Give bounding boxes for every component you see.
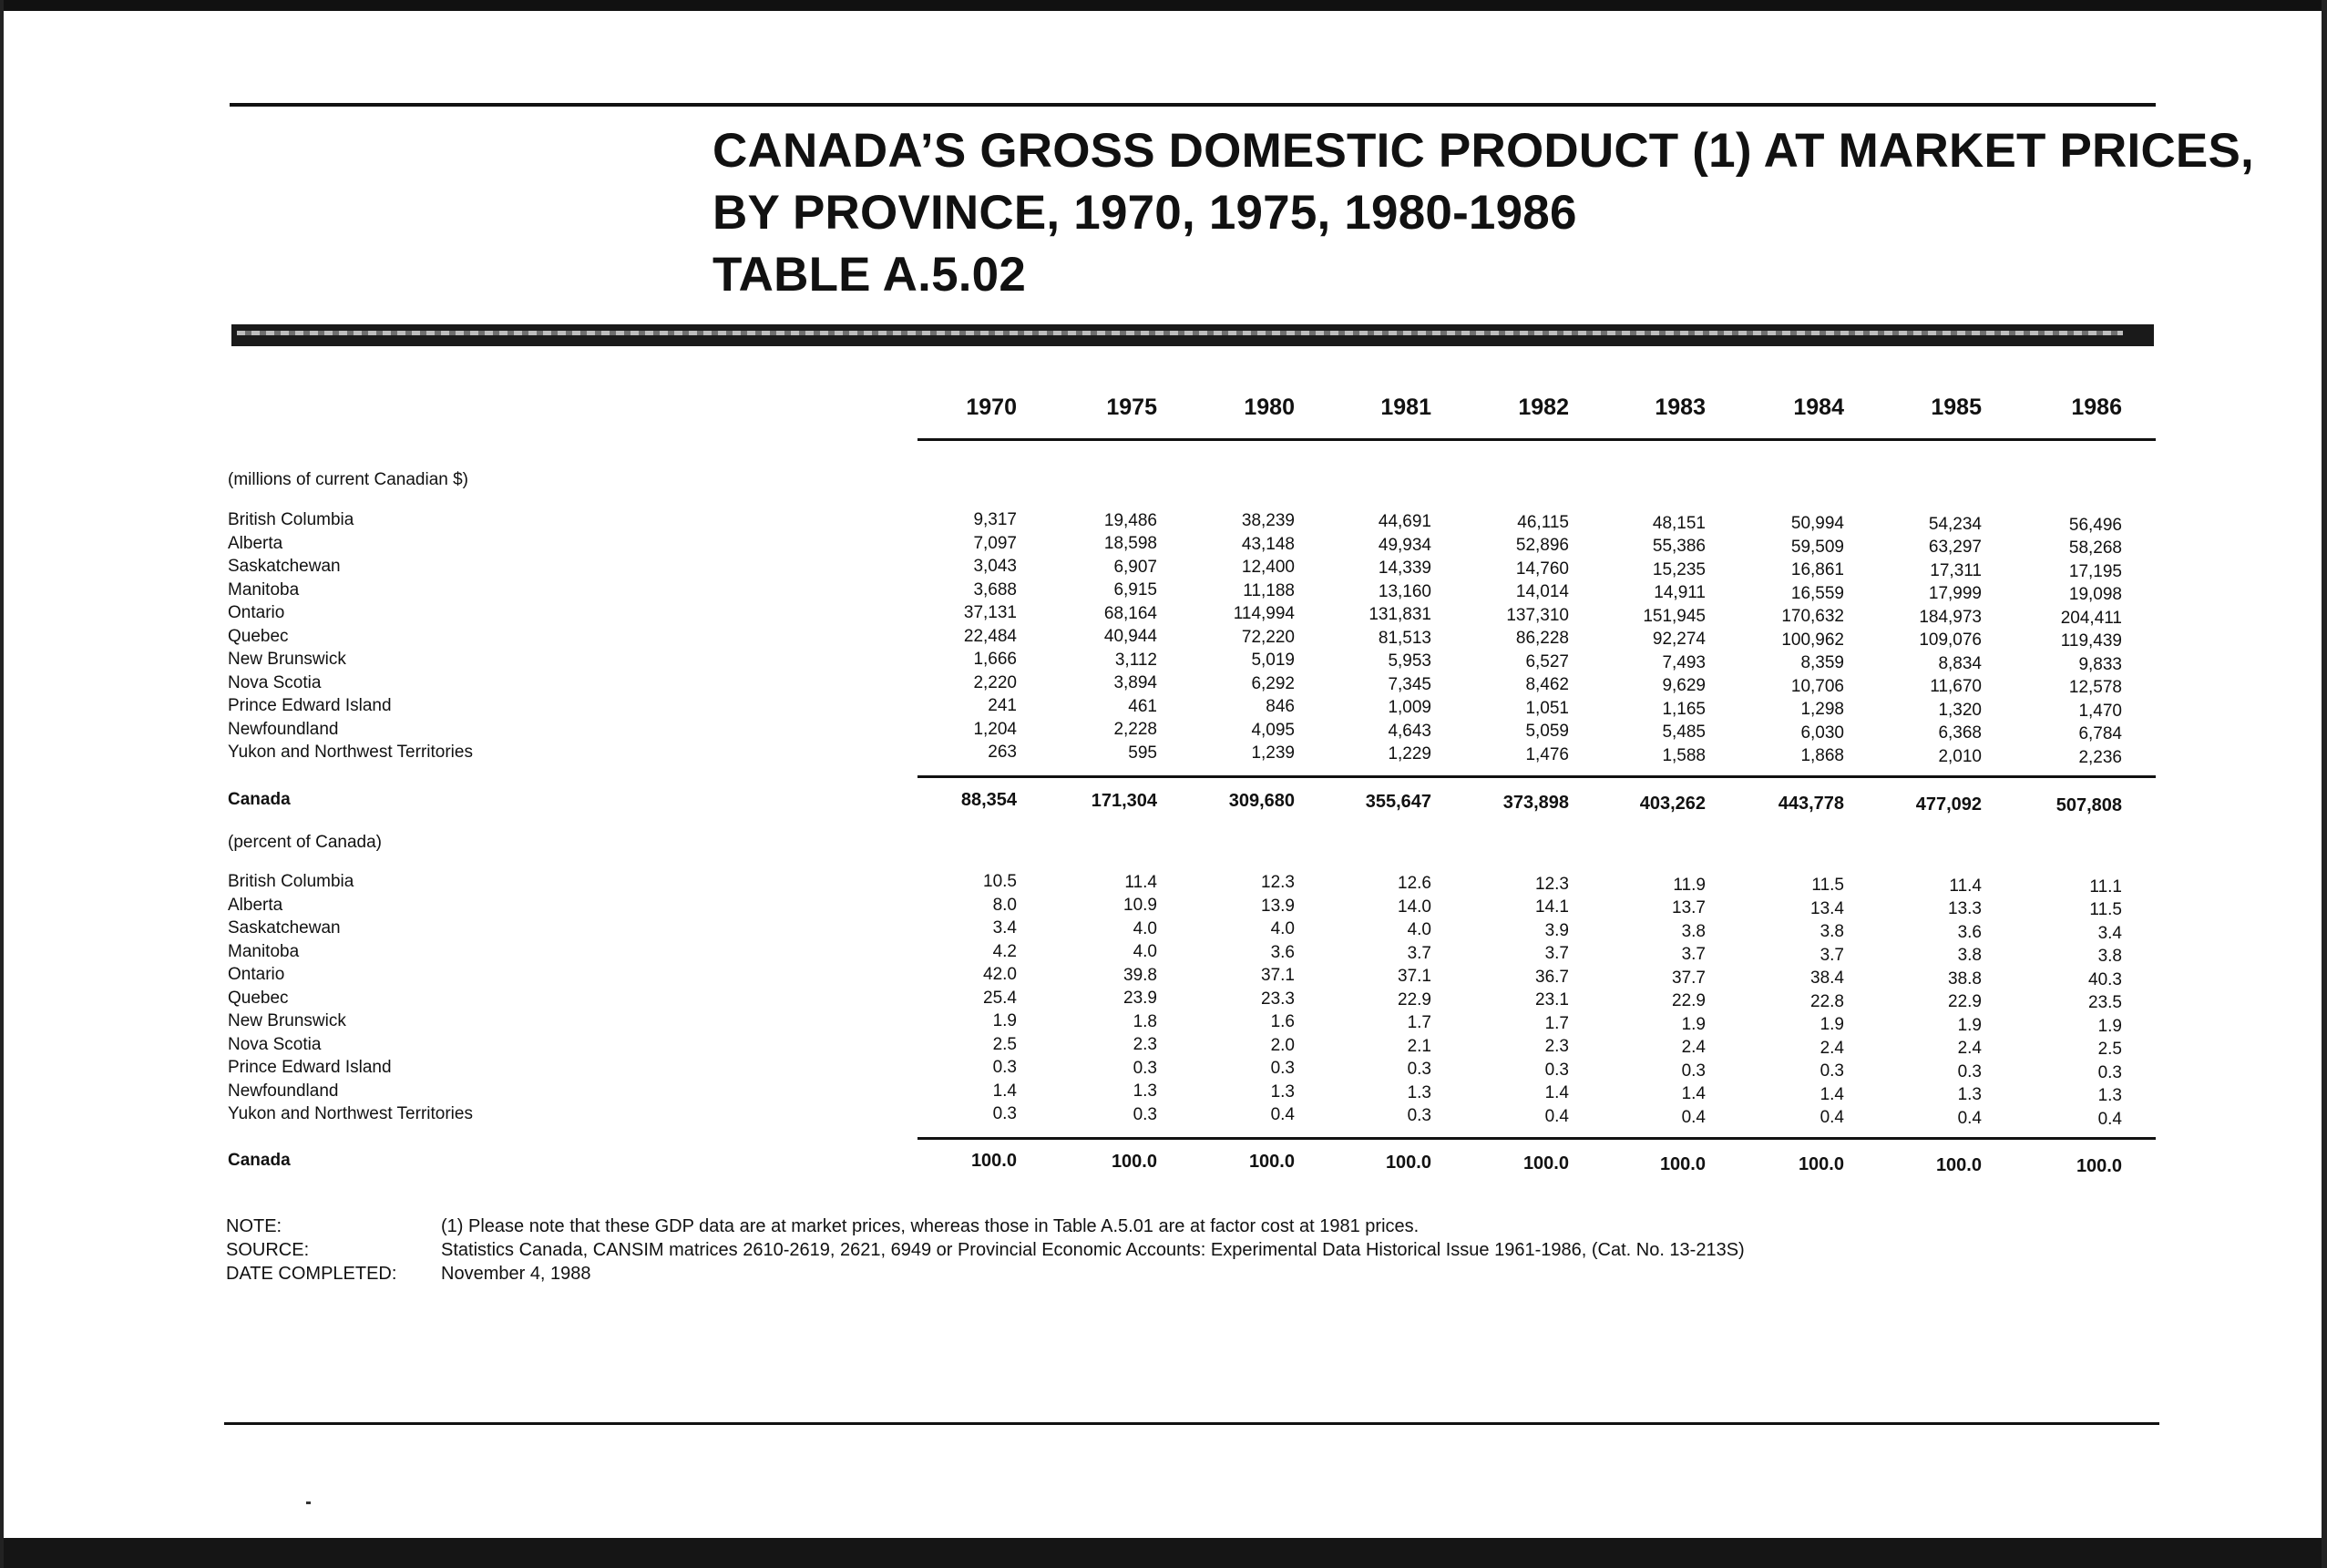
total-cell: 403,262 bbox=[1639, 793, 1706, 814]
table-cell: 39.8 bbox=[1123, 965, 1157, 985]
page-title bbox=[712, 120, 2254, 306]
table-cell: 44,691 bbox=[1378, 512, 1431, 532]
year-header-1975: 1975 bbox=[1106, 395, 1157, 420]
table-cell: 23.3 bbox=[1261, 989, 1295, 1009]
year-header-1985: 1985 bbox=[1931, 395, 1982, 420]
table-cell: 42.0 bbox=[983, 965, 1017, 984]
table-cell: 3,043 bbox=[973, 557, 1017, 576]
table-cell: 2.3 bbox=[1133, 1035, 1157, 1055]
province-label: British Columbia bbox=[228, 872, 354, 891]
bottom-rule bbox=[224, 1422, 2159, 1425]
table-cell: 1.9 bbox=[1681, 1014, 1706, 1034]
table-cell: 55,386 bbox=[1652, 537, 1706, 556]
table-cell: 137,310 bbox=[1506, 605, 1569, 625]
year-header-1980: 1980 bbox=[1244, 395, 1295, 420]
table-cell: 6,907 bbox=[1113, 557, 1157, 577]
table-cell: 1.4 bbox=[992, 1081, 1017, 1101]
scan-speck bbox=[306, 1501, 311, 1504]
title-line-3: TABLE A.5.02 bbox=[712, 248, 1027, 302]
decorative-bar bbox=[231, 324, 2154, 346]
table-cell: 3.8 bbox=[1957, 946, 1982, 966]
table-cell: 3.6 bbox=[1957, 922, 1982, 942]
source-label: SOURCE: bbox=[226, 1240, 310, 1260]
table-cell: 8,359 bbox=[1800, 653, 1844, 673]
province-label: Prince Edward Island bbox=[228, 1058, 392, 1077]
table-cell: 7,493 bbox=[1662, 652, 1706, 672]
province-label: New Brunswick bbox=[228, 1011, 346, 1030]
total-cell: 507,808 bbox=[2055, 794, 2122, 815]
table-cell: 12.6 bbox=[1398, 874, 1431, 894]
table-cell: 3.7 bbox=[1544, 944, 1569, 964]
province-label: New Brunswick bbox=[228, 650, 346, 669]
province-label: Quebec bbox=[228, 988, 289, 1008]
table-cell: 0.3 bbox=[1133, 1058, 1157, 1078]
table-cell: 4.2 bbox=[992, 941, 1017, 961]
table-cell: 1.9 bbox=[1957, 1015, 1982, 1035]
table-cell: 3.8 bbox=[1820, 922, 1844, 942]
table-cell: 1.3 bbox=[1133, 1081, 1157, 1102]
province-label: Nova Scotia bbox=[228, 1034, 322, 1054]
scan-border-top bbox=[0, 0, 2327, 11]
table-cell: 12,400 bbox=[1241, 558, 1295, 578]
table-cell: 6,292 bbox=[1251, 673, 1295, 693]
table-cell: 2.5 bbox=[2097, 1040, 2122, 1060]
table-cell: 13.9 bbox=[1261, 896, 1295, 916]
table-cell: 37.7 bbox=[1672, 968, 1706, 988]
total-cell: 100.0 bbox=[1522, 1153, 1569, 1173]
table-cell: 1,298 bbox=[1800, 700, 1844, 720]
table-cell: 131,831 bbox=[1369, 605, 1431, 625]
table-cell: 38,239 bbox=[1241, 511, 1295, 531]
table-cell: 846 bbox=[1266, 697, 1295, 717]
province-label: Alberta bbox=[228, 895, 283, 915]
table-cell: 22.9 bbox=[1948, 992, 1982, 1012]
table-cell: 3.4 bbox=[992, 918, 1017, 938]
table-cell: 49,934 bbox=[1378, 535, 1431, 555]
table-cell: 0.4 bbox=[1270, 1105, 1295, 1125]
table-cell: 11.4 bbox=[1124, 872, 1157, 892]
table-cell: 0.4 bbox=[1544, 1106, 1569, 1126]
table-cell: 22.9 bbox=[1672, 991, 1706, 1010]
table-cell: 12.3 bbox=[1261, 873, 1295, 893]
table-cell: 38.4 bbox=[1810, 968, 1844, 989]
province-label: Ontario bbox=[228, 965, 285, 984]
table-cell: 0.3 bbox=[2097, 1062, 2122, 1082]
table-cell: 2.4 bbox=[1681, 1038, 1706, 1057]
table-cell: 0.3 bbox=[992, 1104, 1017, 1123]
table-cell: 1.4 bbox=[1681, 1084, 1706, 1103]
scan-border-right bbox=[2322, 0, 2327, 1568]
table-cell: 17,311 bbox=[1930, 560, 1982, 580]
source-text: Statistics Canada, CANSIM matrices 2610-2619, 2621, 6949 or Provincial Economic Accounts: Experimental Data Historical Issue 1961-1986, (Cat. No. 13-213S) bbox=[441, 1240, 1745, 1260]
table-cell: 3.7 bbox=[1681, 945, 1706, 964]
table-cell: 52,896 bbox=[1515, 536, 1569, 556]
table-cell: 72,220 bbox=[1241, 627, 1295, 647]
table-cell: 8,462 bbox=[1525, 675, 1569, 695]
table-cell: 241 bbox=[988, 696, 1017, 715]
total-label-canada: Canada bbox=[228, 1151, 291, 1170]
table-cell: 16,861 bbox=[1790, 560, 1844, 580]
table-cell: 2,220 bbox=[973, 672, 1017, 692]
table-cell: 3.7 bbox=[1407, 943, 1431, 963]
table-cell: 40,944 bbox=[1103, 627, 1157, 647]
table-cell: 17,999 bbox=[1928, 584, 1982, 604]
province-label: Saskatchewan bbox=[228, 557, 341, 576]
table-cell: 1,009 bbox=[1388, 698, 1431, 718]
province-label: Manitoba bbox=[228, 579, 300, 600]
top-rule bbox=[230, 103, 2156, 107]
table-cell: 59,509 bbox=[1790, 537, 1844, 557]
table-cell: 5,019 bbox=[1251, 651, 1295, 671]
table-cell: 1.6 bbox=[1270, 1012, 1295, 1032]
table-cell: 9,629 bbox=[1662, 676, 1706, 695]
table-cell: 2.4 bbox=[1957, 1039, 1982, 1059]
table-cell: 4.0 bbox=[1133, 918, 1157, 938]
province-label: Yukon and Northwest Territories bbox=[228, 743, 473, 762]
province-label: Yukon and Northwest Territories bbox=[228, 1104, 473, 1123]
table-cell: 0.4 bbox=[1681, 1107, 1706, 1127]
table-cell: 3.7 bbox=[1820, 945, 1844, 965]
table-cell: 14,014 bbox=[1515, 582, 1569, 602]
table-cell: 1,588 bbox=[1662, 745, 1706, 765]
total-cell: 100.0 bbox=[2076, 1155, 2122, 1176]
date-completed-label: DATE COMPLETED: bbox=[226, 1264, 397, 1284]
total-cell: 355,647 bbox=[1365, 792, 1431, 813]
note-text: (1) Please note that these GDP data are at market prices, whereas those in Table A.5.01 are at factor cost at 1981 prices. bbox=[441, 1216, 1420, 1236]
table-cell: 17,195 bbox=[2068, 561, 2122, 581]
table-cell: 11.5 bbox=[2089, 900, 2122, 920]
table-cell: 8.0 bbox=[992, 895, 1017, 915]
table-cell: 15,235 bbox=[1652, 559, 1706, 579]
table-cell: 6,784 bbox=[2078, 724, 2122, 744]
decorative-bar-pattern bbox=[237, 331, 2123, 335]
year-header-1981: 1981 bbox=[1380, 395, 1431, 420]
table-cell: 13.4 bbox=[1810, 898, 1844, 918]
table-cell: 48,151 bbox=[1652, 513, 1706, 533]
table-cell: 13,160 bbox=[1378, 581, 1431, 601]
table-cell: 3.9 bbox=[1544, 920, 1569, 940]
table-cell: 18,598 bbox=[1103, 534, 1157, 554]
total-cell: 443,778 bbox=[1778, 794, 1844, 815]
table-cell: 36.7 bbox=[1535, 967, 1569, 987]
table-cell: 263 bbox=[988, 743, 1017, 762]
table-cell: 1.9 bbox=[2097, 1016, 2122, 1036]
scan-border-bottom bbox=[0, 1538, 2327, 1568]
title-line-1: CANADA’S GROSS DOMESTIC PRODUCT (1) AT MARKET PRICES, bbox=[712, 124, 2254, 178]
table-cell: 1.7 bbox=[1544, 1013, 1569, 1033]
total-cell: 309,680 bbox=[1228, 791, 1295, 812]
table-cell: 2.3 bbox=[1544, 1037, 1569, 1057]
table-cell: 58,268 bbox=[2068, 538, 2122, 559]
table-cell: 0.3 bbox=[1681, 1061, 1706, 1081]
table-cell: 1.4 bbox=[1544, 1083, 1569, 1103]
table-cell: 56,496 bbox=[2068, 515, 2122, 535]
total-cell: 100.0 bbox=[1248, 1152, 1295, 1173]
table-cell: 4,643 bbox=[1388, 721, 1431, 741]
province-label: Prince Edward Island bbox=[228, 696, 392, 715]
total-rule bbox=[917, 1137, 2156, 1140]
province-label: Nova Scotia bbox=[228, 672, 322, 692]
table-cell: 461 bbox=[1128, 696, 1157, 716]
table-cell: 2,228 bbox=[1113, 720, 1157, 740]
table-cell: 0.3 bbox=[1957, 1061, 1982, 1081]
table-cell: 9,833 bbox=[2078, 654, 2122, 674]
header-rule bbox=[917, 438, 2156, 441]
table-cell: 170,632 bbox=[1781, 607, 1844, 627]
table-cell: 40.3 bbox=[2088, 969, 2122, 989]
table-cell: 3,112 bbox=[1114, 650, 1157, 670]
table-cell: 46,115 bbox=[1517, 512, 1569, 532]
table-cell: 11.5 bbox=[1811, 876, 1844, 896]
table-cell: 11.9 bbox=[1673, 875, 1706, 895]
total-cell: 100.0 bbox=[1385, 1153, 1431, 1173]
table-cell: 1.3 bbox=[1957, 1085, 1982, 1105]
table-cell: 68,164 bbox=[1103, 603, 1157, 623]
table-cell: 3,688 bbox=[973, 579, 1017, 600]
table-cell: 11,670 bbox=[1930, 677, 1982, 697]
table-cell: 1.3 bbox=[1270, 1081, 1295, 1102]
table-cell: 14,760 bbox=[1515, 559, 1569, 579]
table-cell: 2,236 bbox=[2078, 747, 2122, 767]
table-cell: 0.3 bbox=[992, 1058, 1017, 1077]
total-cell: 100.0 bbox=[1935, 1154, 1982, 1175]
province-label: Newfoundland bbox=[228, 1081, 339, 1101]
table-cell: 10.9 bbox=[1123, 896, 1157, 916]
table-cell: 5,059 bbox=[1525, 722, 1569, 742]
table-cell: 3.6 bbox=[1270, 942, 1295, 962]
table-cell: 0.4 bbox=[1820, 1108, 1844, 1128]
table-cell: 2.1 bbox=[1407, 1036, 1431, 1056]
section-label-percent: (percent of Canada) bbox=[228, 833, 382, 852]
table-cell: 4,095 bbox=[1251, 720, 1295, 740]
table-cell: 13.7 bbox=[1672, 898, 1706, 917]
province-label: Quebec bbox=[228, 626, 289, 646]
year-header-1986: 1986 bbox=[2071, 395, 2122, 420]
table-cell: 0.4 bbox=[2097, 1109, 2122, 1129]
table-cell: 50,994 bbox=[1790, 514, 1844, 534]
table-cell: 5,953 bbox=[1388, 651, 1431, 671]
table-cell: 0.4 bbox=[1957, 1108, 1982, 1128]
province-label: Newfoundland bbox=[228, 719, 339, 739]
table-cell: 1.3 bbox=[2097, 1086, 2122, 1106]
table-cell: 1,165 bbox=[1662, 699, 1706, 719]
table-cell: 1.4 bbox=[1820, 1084, 1844, 1104]
table-cell: 100,962 bbox=[1781, 630, 1844, 650]
table-cell: 23.5 bbox=[2088, 993, 2122, 1013]
table-cell: 151,945 bbox=[1643, 606, 1706, 626]
year-header-1984: 1984 bbox=[1793, 395, 1844, 420]
table-cell: 23.9 bbox=[1123, 989, 1157, 1009]
table-cell: 1.8 bbox=[1133, 1011, 1157, 1031]
province-label: Ontario bbox=[228, 603, 285, 622]
table-cell: 0.3 bbox=[1133, 1104, 1157, 1124]
table-cell: 204,411 bbox=[2060, 608, 2122, 628]
table-cell: 43,148 bbox=[1241, 534, 1295, 554]
section-label-millions: (millions of current Canadian $) bbox=[228, 470, 469, 489]
table-cell: 19,098 bbox=[2068, 585, 2122, 605]
table-cell: 6,527 bbox=[1525, 651, 1569, 671]
table-cell: 114,994 bbox=[1233, 604, 1295, 624]
table-cell: 4.0 bbox=[1407, 920, 1431, 940]
total-cell: 100.0 bbox=[1111, 1151, 1157, 1172]
table-cell: 9,317 bbox=[973, 510, 1017, 529]
scan-border-left bbox=[0, 0, 4, 1568]
total-cell: 477,092 bbox=[1915, 794, 1982, 815]
table-cell: 3.4 bbox=[2097, 923, 2122, 943]
table-cell: 595 bbox=[1128, 743, 1157, 763]
province-label: Saskatchewan bbox=[228, 918, 341, 938]
note-label: NOTE: bbox=[226, 1216, 282, 1236]
total-cell: 100.0 bbox=[970, 1151, 1017, 1171]
table-cell: 3,894 bbox=[1113, 673, 1157, 693]
table-cell: 6,030 bbox=[1800, 723, 1844, 743]
table-cell: 22,484 bbox=[963, 626, 1017, 646]
year-header-1983: 1983 bbox=[1655, 395, 1706, 420]
table-cell: 14,339 bbox=[1378, 559, 1431, 579]
table-cell: 10.5 bbox=[983, 872, 1017, 891]
table-cell: 2.0 bbox=[1270, 1035, 1295, 1055]
table-cell: 0.3 bbox=[1407, 1060, 1431, 1080]
total-cell: 100.0 bbox=[1798, 1154, 1844, 1175]
title-line-2: BY PROVINCE, 1970, 1975, 1980-1986 bbox=[712, 186, 1577, 240]
table-cell: 25.4 bbox=[983, 988, 1017, 1008]
table-cell: 0.3 bbox=[1820, 1061, 1844, 1081]
table-cell: 12,578 bbox=[2068, 678, 2122, 698]
table-cell: 7,345 bbox=[1388, 674, 1431, 694]
table-cell: 6,915 bbox=[1113, 580, 1157, 600]
date-completed-text: November 4, 1988 bbox=[441, 1264, 591, 1284]
table-cell: 10,706 bbox=[1790, 676, 1844, 696]
province-label: Manitoba bbox=[228, 941, 300, 961]
table-cell: 0.3 bbox=[1407, 1106, 1431, 1126]
table-cell: 2.4 bbox=[1820, 1038, 1844, 1058]
year-header-1982: 1982 bbox=[1518, 395, 1569, 420]
table-cell: 0.3 bbox=[1270, 1059, 1295, 1079]
table-cell: 86,228 bbox=[1515, 629, 1569, 649]
table-cell: 8,834 bbox=[1938, 653, 1982, 673]
table-cell: 38.8 bbox=[1948, 968, 1982, 989]
table-cell: 1,239 bbox=[1251, 743, 1295, 764]
table-cell: 1,868 bbox=[1800, 746, 1844, 766]
table-cell: 2.5 bbox=[992, 1034, 1017, 1054]
table-cell: 1.7 bbox=[1407, 1013, 1431, 1033]
total-cell: 373,898 bbox=[1502, 792, 1569, 813]
total-cell: 171,304 bbox=[1091, 790, 1157, 811]
table-cell: 13.3 bbox=[1948, 899, 1982, 919]
table-cell: 1,320 bbox=[1938, 700, 1982, 720]
table-cell: 1,204 bbox=[973, 719, 1017, 739]
table-cell: 23.1 bbox=[1535, 990, 1569, 1010]
table-cell: 1.9 bbox=[1820, 1015, 1844, 1035]
table-cell: 1,229 bbox=[1388, 744, 1431, 764]
table-cell: 0.3 bbox=[1544, 1060, 1569, 1080]
table-cell: 1.9 bbox=[992, 1011, 1017, 1030]
table-cell: 1,666 bbox=[973, 650, 1017, 669]
table-cell: 63,297 bbox=[1928, 538, 1982, 558]
table-cell: 1,476 bbox=[1525, 744, 1569, 764]
table-cell: 1,470 bbox=[2078, 701, 2122, 721]
table-cell: 22.9 bbox=[1398, 989, 1431, 1009]
table-cell: 119,439 bbox=[2060, 631, 2122, 651]
table-cell: 1,051 bbox=[1525, 698, 1569, 718]
total-cell: 100.0 bbox=[1659, 1153, 1706, 1174]
province-label: Alberta bbox=[228, 533, 283, 553]
table-cell: 81,513 bbox=[1378, 628, 1431, 648]
table-cell: 11,188 bbox=[1243, 580, 1295, 600]
table-cell: 14.1 bbox=[1535, 897, 1569, 917]
table-cell: 37,131 bbox=[963, 603, 1017, 622]
table-cell: 12.3 bbox=[1535, 874, 1569, 894]
total-cell: 88,354 bbox=[960, 790, 1017, 810]
table-cell: 92,274 bbox=[1652, 630, 1706, 649]
table-cell: 6,368 bbox=[1938, 723, 1982, 743]
table-cell: 16,559 bbox=[1790, 583, 1844, 603]
table-cell: 11.1 bbox=[2089, 876, 2122, 897]
table-cell: 1.3 bbox=[1407, 1082, 1431, 1102]
table-cell: 37.1 bbox=[1398, 967, 1431, 987]
table-cell: 2,010 bbox=[1938, 746, 1982, 766]
table-cell: 14.0 bbox=[1398, 897, 1431, 917]
table-cell: 3.8 bbox=[2097, 947, 2122, 967]
table-cell: 54,234 bbox=[1928, 514, 1982, 534]
year-header-1970: 1970 bbox=[966, 395, 1017, 420]
table-cell: 14,911 bbox=[1654, 583, 1706, 602]
total-rule bbox=[917, 775, 2156, 778]
table-cell: 11.4 bbox=[1949, 876, 1982, 896]
table-cell: 109,076 bbox=[1919, 630, 1982, 651]
province-label: British Columbia bbox=[228, 510, 354, 529]
table-cell: 5,485 bbox=[1662, 723, 1706, 742]
table-cell: 4.0 bbox=[1133, 942, 1157, 962]
total-label-canada: Canada bbox=[228, 790, 291, 809]
table-cell: 4.0 bbox=[1270, 919, 1295, 939]
table-cell: 22.8 bbox=[1810, 991, 1844, 1011]
table-cell: 37.1 bbox=[1261, 966, 1295, 986]
table-cell: 184,973 bbox=[1919, 607, 1982, 627]
table-cell: 3.8 bbox=[1681, 921, 1706, 941]
table-cell: 19,486 bbox=[1103, 510, 1157, 530]
table-cell: 7,097 bbox=[973, 533, 1017, 553]
